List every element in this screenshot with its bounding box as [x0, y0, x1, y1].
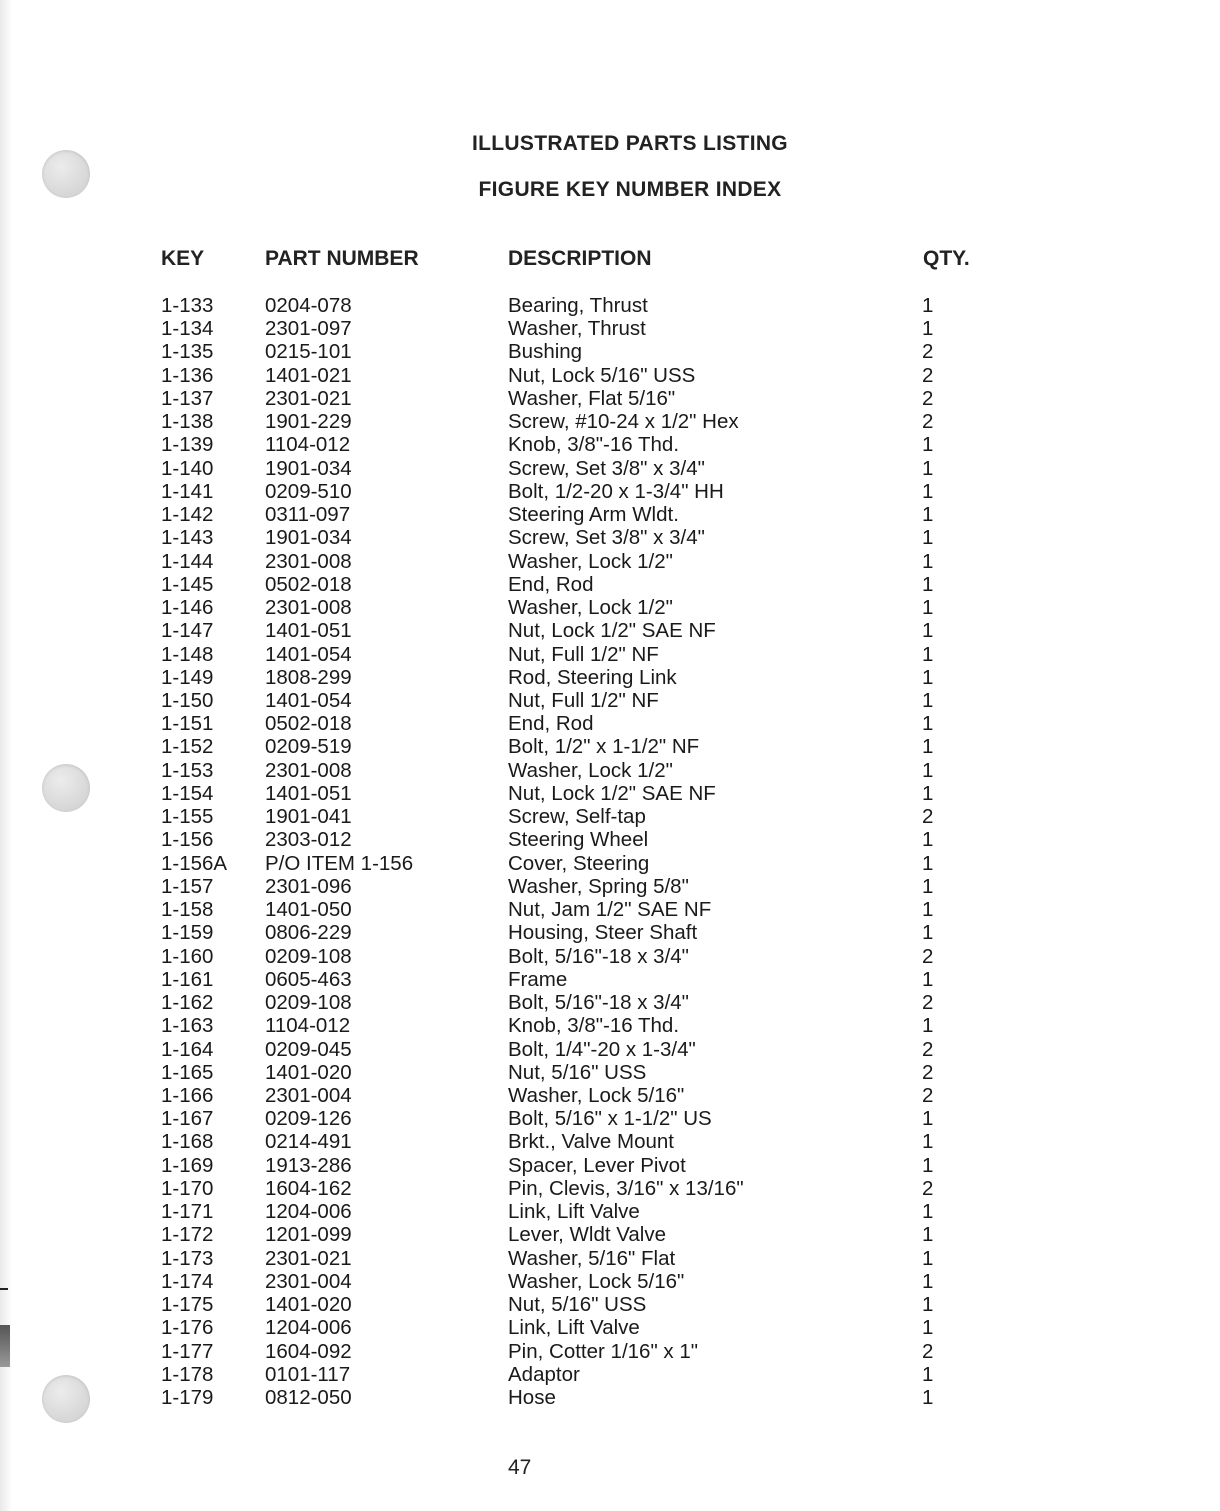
cell-description: Adaptor	[508, 1362, 580, 1386]
table-row	[0, 945, 1220, 968]
cell-part-number: 2301-021	[265, 386, 352, 410]
cell-qty: 1	[922, 294, 934, 317]
cell-part-number: 1401-054	[265, 642, 352, 666]
cell-part-number: 1901-041	[265, 805, 352, 829]
cell-part-number: 0209-045	[265, 1037, 352, 1061]
cell-key: 1-140	[161, 456, 214, 480]
table-row	[0, 1200, 1220, 1223]
cell-description: Bolt, 5/16"-18 x 3/4"	[508, 944, 689, 968]
cell-part-number: 0209-108	[265, 944, 352, 968]
table-row	[0, 340, 1220, 363]
cell-description: Screw, Self-tap	[508, 805, 646, 829]
page-title: ILLUSTRATED PARTS LISTING	[472, 132, 788, 155]
cell-key: 1-133	[161, 294, 214, 317]
table-row	[0, 991, 1220, 1014]
cell-key: 1-138	[161, 410, 214, 434]
cell-part-number: 1401-021	[265, 363, 352, 387]
cell-key: 1-136	[161, 363, 214, 387]
cell-part-number: 1901-034	[265, 456, 352, 480]
cell-description: Nut, Jam 1/2" SAE NF	[508, 898, 712, 922]
cell-key: 1-163	[161, 1014, 214, 1038]
cell-key: 1-145	[161, 572, 214, 596]
cell-description: End, Rod	[508, 572, 594, 596]
cell-key: 1-164	[161, 1037, 214, 1061]
cell-key: 1-166	[161, 1083, 214, 1107]
cell-key: 1-168	[161, 1130, 214, 1154]
cell-qty: 1	[922, 1316, 934, 1340]
cell-part-number: 1401-051	[265, 619, 352, 643]
cell-key: 1-174	[161, 1269, 214, 1293]
table-row	[0, 1177, 1220, 1200]
table-row	[0, 782, 1220, 805]
table-row	[0, 1270, 1220, 1293]
cell-description: End, Rod	[508, 712, 594, 736]
cell-qty: 2	[922, 805, 934, 829]
cell-qty: 2	[922, 1339, 934, 1363]
table-row	[0, 596, 1220, 619]
cell-part-number: 2301-008	[265, 596, 352, 620]
cell-part-number: 0209-126	[265, 1107, 352, 1131]
cell-description: Nut, 5/16" USS	[508, 1293, 647, 1317]
cell-key: 1-165	[161, 1060, 214, 1084]
cell-qty: 1	[922, 1153, 934, 1177]
table-row	[0, 1038, 1220, 1061]
parts-table	[0, 294, 1220, 1409]
cell-description: Housing, Steer Shaft	[508, 921, 698, 945]
cell-description: Steering Wheel	[508, 828, 649, 852]
table-row	[0, 1316, 1220, 1339]
cell-description: Washer, Lock 1/2"	[508, 596, 673, 620]
cell-description: Washer, Thrust	[508, 317, 646, 341]
page-number: 47	[508, 1456, 532, 1479]
table-row	[0, 503, 1220, 526]
cell-qty: 1	[922, 735, 934, 759]
table-row	[0, 387, 1220, 410]
cell-description: Bolt, 1/4"-20 x 1-3/4"	[508, 1037, 696, 1061]
cell-qty: 1	[922, 1130, 934, 1154]
table-row	[0, 759, 1220, 782]
cell-key: 1-154	[161, 781, 214, 805]
cell-key: 1-167	[161, 1107, 214, 1131]
cell-key: 1-177	[161, 1339, 214, 1363]
table-row	[0, 457, 1220, 480]
cell-part-number: 2301-008	[265, 758, 352, 782]
cell-key: 1-156	[161, 828, 214, 852]
cell-qty: 1	[922, 1014, 934, 1038]
cell-qty: 1	[922, 712, 934, 736]
cell-description: Nut, Lock 1/2" SAE NF	[508, 619, 716, 643]
table-row	[0, 1386, 1220, 1409]
column-header-qty: QTY.	[923, 247, 970, 270]
cell-description: Screw, #10-24 x 1/2" Hex	[508, 410, 739, 434]
cell-description: Nut, Full 1/2" NF	[508, 688, 659, 712]
cell-qty: 1	[922, 526, 934, 550]
cell-part-number: 2301-097	[265, 317, 352, 341]
table-row	[0, 573, 1220, 596]
cell-description: Washer, Spring 5/8"	[508, 874, 689, 898]
cell-part-number: 1401-020	[265, 1060, 352, 1084]
cell-description: Link, Lift Valve	[508, 1200, 640, 1224]
cell-qty: 1	[922, 688, 934, 712]
cell-key: 1-134	[161, 317, 214, 341]
table-row	[0, 1340, 1220, 1363]
cell-qty: 2	[922, 410, 934, 434]
table-row	[0, 317, 1220, 340]
cell-part-number: 0101-117	[265, 1362, 351, 1386]
cell-part-number: 1204-006	[265, 1316, 352, 1340]
cell-description: Bushing	[508, 340, 583, 364]
column-header-description: DESCRIPTION	[508, 247, 652, 270]
cell-part-number: 1201-099	[265, 1223, 352, 1247]
cell-part-number: 1104-012	[265, 433, 351, 457]
cell-part-number: 1401-050	[265, 898, 352, 922]
cell-description: Pin, Clevis, 3/16" x 13/16"	[508, 1176, 744, 1200]
cell-part-number: 2301-021	[265, 1246, 352, 1270]
cell-part-number: 0502-018	[265, 572, 352, 596]
cell-qty: 1	[922, 1362, 934, 1386]
cell-qty: 2	[922, 363, 934, 387]
cell-key: 1-171	[161, 1200, 214, 1224]
cell-part-number: 1808-299	[265, 665, 352, 689]
cell-qty: 1	[922, 781, 934, 805]
cell-key: 1-176	[161, 1316, 214, 1340]
cell-part-number: 0209-519	[265, 735, 352, 759]
cell-qty: 1	[922, 433, 934, 457]
cell-description: Bolt, 1/2-20 x 1-3/4" HH	[508, 479, 724, 503]
cell-qty: 1	[922, 572, 934, 596]
cell-key: 1-143	[161, 526, 214, 550]
cell-part-number: 0605-463	[265, 967, 352, 991]
cell-part-number: 0806-229	[265, 921, 352, 945]
table-row	[0, 294, 1220, 317]
cell-key: 1-156A	[161, 851, 228, 875]
cell-key: 1-148	[161, 642, 214, 666]
cell-description: Washer, Lock 1/2"	[508, 758, 673, 782]
cell-qty: 2	[922, 944, 934, 968]
table-row	[0, 550, 1220, 573]
cell-part-number: 1604-092	[265, 1339, 352, 1363]
table-row	[0, 1293, 1220, 1316]
cell-qty: 1	[922, 921, 934, 945]
cell-qty: 1	[922, 479, 934, 503]
cell-key: 1-153	[161, 758, 214, 782]
cell-qty: 2	[922, 1060, 934, 1084]
cell-description: Nut, 5/16" USS	[508, 1060, 647, 1084]
cell-qty: 1	[922, 503, 934, 527]
cell-part-number: 1913-286	[265, 1153, 352, 1177]
cell-qty: 1	[922, 642, 934, 666]
cell-key: 1-179	[161, 1386, 214, 1410]
cell-qty: 1	[922, 596, 934, 620]
cell-qty: 1	[922, 898, 934, 922]
cell-key: 1-158	[161, 898, 214, 922]
cell-key: 1-141	[161, 479, 214, 503]
cell-description: Washer, 5/16" Flat	[508, 1246, 676, 1270]
cell-key: 1-161	[161, 967, 214, 991]
cell-qty: 1	[922, 967, 934, 991]
cell-key: 1-159	[161, 921, 214, 945]
cell-qty: 2	[922, 1176, 934, 1200]
cell-qty: 1	[922, 828, 934, 852]
cell-description: Bolt, 1/2" x 1-1/2" NF	[508, 735, 700, 759]
cell-qty: 1	[922, 317, 934, 341]
cell-description: Link, Lift Valve	[508, 1316, 640, 1340]
cell-qty: 1	[922, 1293, 934, 1317]
cell-description: Screw, Set 3/8" x 3/4"	[508, 456, 705, 480]
cell-part-number: 1901-229	[265, 410, 352, 434]
cell-qty: 1	[922, 851, 934, 875]
cell-key: 1-152	[161, 735, 214, 759]
table-row	[0, 1084, 1220, 1107]
table-row	[0, 852, 1220, 875]
cell-description: Lever, Wldt Valve	[508, 1223, 666, 1247]
cell-description: Washer, Lock 5/16"	[508, 1269, 685, 1293]
cell-key: 1-172	[161, 1223, 214, 1247]
cell-qty: 1	[922, 1246, 934, 1270]
cell-part-number: 1901-034	[265, 526, 352, 550]
cell-description: Washer, Lock 1/2"	[508, 549, 673, 573]
cell-qty: 1	[922, 874, 934, 898]
cell-part-number: 2303-012	[265, 828, 352, 852]
cell-key: 1-175	[161, 1293, 214, 1317]
cell-part-number: 0311-097	[265, 503, 351, 527]
cell-key: 1-169	[161, 1153, 214, 1177]
cell-description: Knob, 3/8"-16 Thd.	[508, 1014, 680, 1038]
cell-key: 1-162	[161, 991, 214, 1015]
table-row	[0, 1014, 1220, 1037]
table-row	[0, 1061, 1220, 1084]
cell-description: Bolt, 5/16" x 1-1/2" US	[508, 1107, 712, 1131]
cell-part-number: 2301-004	[265, 1269, 352, 1293]
cell-part-number: 1604-162	[265, 1176, 352, 1200]
table-row	[0, 921, 1220, 944]
cell-part-number: 1401-020	[265, 1293, 352, 1317]
cell-part-number: 0214-491	[265, 1130, 352, 1154]
cell-part-number: 2301-004	[265, 1083, 352, 1107]
cell-key: 1-142	[161, 503, 214, 527]
table-row	[0, 433, 1220, 456]
cell-part-number: 0502-018	[265, 712, 352, 736]
cell-key: 1-135	[161, 340, 214, 364]
cell-description: Screw, Set 3/8" x 3/4"	[508, 526, 705, 550]
page-subtitle: FIGURE KEY NUMBER INDEX	[478, 178, 782, 201]
cell-key: 1-146	[161, 596, 214, 620]
cell-description: Bearing, Thrust	[508, 294, 648, 317]
cell-key: 1-137	[161, 386, 214, 410]
cell-part-number: 1401-051	[265, 781, 352, 805]
table-row	[0, 480, 1220, 503]
cell-qty: 1	[922, 1107, 934, 1131]
cell-key: 1-149	[161, 665, 214, 689]
cell-description: Nut, Lock 5/16" USS	[508, 363, 696, 387]
table-row	[0, 968, 1220, 991]
cell-description: Steering Arm Wldt.	[508, 503, 679, 527]
cell-qty: 1	[922, 1200, 934, 1224]
cell-description: Cover, Steering	[508, 851, 650, 875]
cell-description: Rod, Steering Link	[508, 665, 677, 689]
cell-description: Bolt, 5/16"-18 x 3/4"	[508, 991, 689, 1015]
cell-description: Washer, Flat 5/16"	[508, 386, 676, 410]
table-row	[0, 1107, 1220, 1130]
cell-qty: 1	[922, 665, 934, 689]
table-row	[0, 1363, 1220, 1386]
table-row	[0, 805, 1220, 828]
cell-key: 1-155	[161, 805, 214, 829]
cell-description: Spacer, Lever Pivot	[508, 1153, 686, 1177]
table-row	[0, 526, 1220, 549]
cell-part-number: 0209-510	[265, 479, 352, 503]
table-row	[0, 1130, 1220, 1153]
cell-part-number: 0209-108	[265, 991, 352, 1015]
table-row	[0, 735, 1220, 758]
cell-key: 1-144	[161, 549, 214, 573]
cell-part-number: 2301-008	[265, 549, 352, 573]
cell-key: 1-178	[161, 1362, 214, 1386]
cell-description: Pin, Cotter 1/16" x 1"	[508, 1339, 699, 1363]
cell-qty: 1	[922, 1223, 934, 1247]
cell-qty: 2	[922, 386, 934, 410]
cell-part-number: 1204-006	[265, 1200, 352, 1224]
cell-key: 1-151	[161, 712, 214, 736]
cell-qty: 1	[922, 549, 934, 573]
table-row	[0, 1154, 1220, 1177]
cell-description: Nut, Full 1/2" NF	[508, 642, 659, 666]
cell-description: Brkt., Valve Mount	[508, 1130, 674, 1154]
table-row	[0, 619, 1220, 642]
cell-part-number: 1401-054	[265, 688, 352, 712]
cell-part-number: P/O ITEM 1-156	[265, 851, 414, 875]
cell-key: 1-147	[161, 619, 214, 643]
cell-description: Hose	[508, 1386, 556, 1410]
cell-part-number: 2301-096	[265, 874, 352, 898]
cell-key: 1-173	[161, 1246, 214, 1270]
cell-key: 1-157	[161, 874, 214, 898]
cell-qty: 2	[922, 1083, 934, 1107]
cell-description: Nut, Lock 1/2" SAE NF	[508, 781, 716, 805]
cell-key: 1-150	[161, 688, 214, 712]
cell-key: 1-139	[161, 433, 214, 457]
cell-qty: 2	[922, 991, 934, 1015]
cell-qty: 1	[922, 619, 934, 643]
cell-qty: 1	[922, 1269, 934, 1293]
cell-part-number: 0215-101	[265, 340, 352, 364]
table-row	[0, 364, 1220, 387]
cell-key: 1-160	[161, 944, 214, 968]
table-row	[0, 1247, 1220, 1270]
column-header-part-number: PART NUMBER	[265, 247, 419, 270]
table-row	[0, 666, 1220, 689]
table-row	[0, 828, 1220, 851]
table-row	[0, 643, 1220, 666]
cell-description: Knob, 3/8"-16 Thd.	[508, 433, 680, 457]
cell-key: 1-170	[161, 1176, 214, 1200]
table-row	[0, 875, 1220, 898]
cell-qty: 1	[922, 758, 934, 782]
cell-qty: 2	[922, 340, 934, 364]
cell-part-number: 1104-012	[265, 1014, 351, 1038]
cell-description: Washer, Lock 5/16"	[508, 1083, 685, 1107]
table-row	[0, 689, 1220, 712]
cell-description: Frame	[508, 967, 568, 991]
cell-part-number: 0204-078	[265, 294, 352, 317]
table-row	[0, 410, 1220, 433]
cell-qty: 1	[922, 456, 934, 480]
cell-part-number: 0812-050	[265, 1386, 352, 1410]
column-header-key: KEY	[161, 247, 205, 270]
table-row	[0, 712, 1220, 735]
table-row	[0, 898, 1220, 921]
table-row	[0, 1223, 1220, 1246]
cell-qty: 1	[922, 1386, 934, 1410]
cell-qty: 2	[922, 1037, 934, 1061]
